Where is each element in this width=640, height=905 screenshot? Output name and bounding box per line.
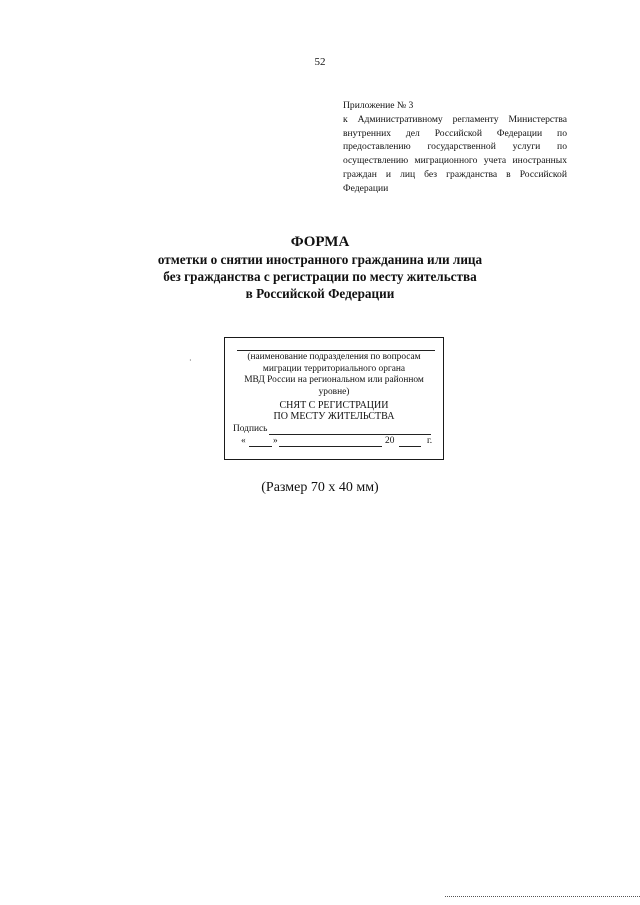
date-year-suffix: г.	[427, 436, 433, 446]
heading-line-1: отметки о снятии иностранного гражданина или лица	[157, 252, 483, 267]
appendix-block	[343, 99, 567, 196]
caption-line-2: миграции территориального органа	[262, 363, 406, 374]
scan-edge-artifact	[445, 896, 640, 905]
scan-mark: ·	[189, 356, 192, 365]
date-row	[233, 436, 435, 448]
signature-label: Подпись	[233, 424, 268, 434]
status-line-1: СНЯТ С РЕГИСТРАЦИИ	[279, 400, 389, 411]
heading-line-2: без гражданства с регистрации по месту жительства	[163, 268, 477, 284]
date-open-quote: «	[241, 436, 246, 446]
department-name-line	[237, 350, 435, 351]
date-day-line	[249, 446, 272, 447]
caption-line-3: МВД России на региональном или районном	[244, 375, 424, 386]
appendix-text: к Административному регламенту Министерства внутренних дел Российской Федерации по предоставлению государственной услуги по осуществлению миграционного учета иностранных граждан и лиц без гражданства в Российской Федерации	[343, 113, 567, 194]
department-caption	[231, 352, 437, 398]
page-number: 52	[314, 56, 326, 68]
stamp-form-box	[224, 337, 444, 460]
status-line-2: ПО МЕСТУ ЖИТЕЛЬСТВА	[273, 411, 395, 423]
size-note: (Размер 70 х 40 мм)	[261, 480, 379, 495]
signature-row	[233, 424, 435, 436]
form-heading	[0, 233, 640, 302]
date-year-prefix: 20	[385, 436, 395, 446]
heading-title: ФОРМА	[290, 234, 350, 250]
caption-line-1: (наименование подразделения по вопросам	[247, 352, 421, 362]
signature-line	[269, 434, 431, 435]
date-close-quote: »	[273, 436, 278, 446]
date-year-line	[399, 446, 421, 447]
stamp-status	[225, 400, 443, 423]
appendix-title: Приложение № 3	[343, 100, 414, 111]
date-month-line	[279, 446, 382, 447]
caption-line-4: уровне)	[318, 386, 350, 397]
heading-line-3: в Российской Федерации	[245, 285, 395, 301]
